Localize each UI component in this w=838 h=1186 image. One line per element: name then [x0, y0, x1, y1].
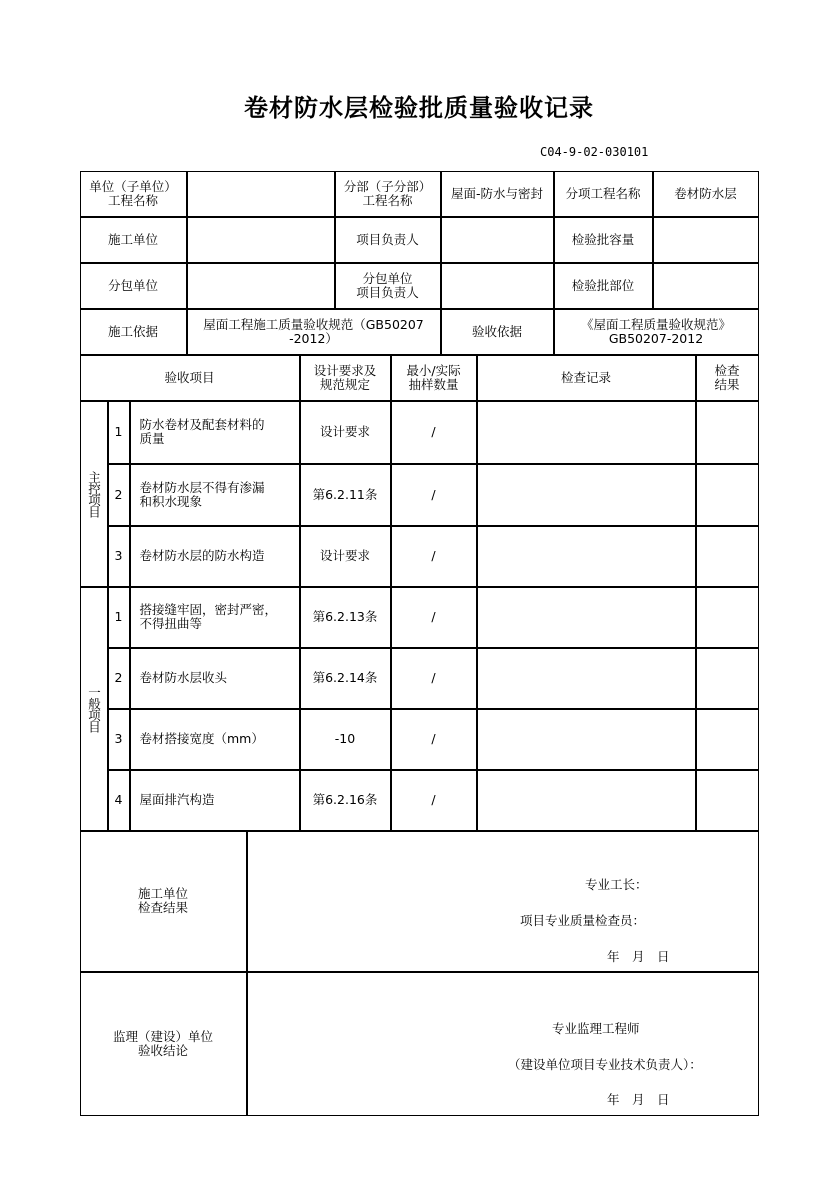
basis-value[interactable]: 屋面工程施工质量验收规范（GB50207 -2012）: [187, 309, 441, 355]
basis-label: 施工依据: [80, 309, 187, 355]
group-label: 一般项目: [80, 587, 108, 831]
row-number: 4: [108, 770, 130, 831]
check-result[interactable]: [696, 709, 759, 770]
header-sample: 最小/实际 抽样数量: [391, 355, 477, 401]
supervisor-check-label: 监理（建设）单位 验收结论: [80, 972, 247, 1116]
row-number: 2: [108, 648, 130, 709]
foreman-label: 专业工长：: [585, 877, 648, 892]
sub-pm-label: 分包单位 项目负责人: [335, 263, 441, 309]
accept-basis-value[interactable]: 《屋面工程质量验收规范》 GB50207-2012: [554, 309, 759, 355]
check-record[interactable]: [477, 587, 696, 648]
check-record[interactable]: [477, 770, 696, 831]
item-description: 卷材搭接宽度（mm）: [130, 709, 300, 770]
check-result[interactable]: [696, 464, 759, 526]
location-label: 检验批部位: [554, 263, 653, 309]
contractor-label: 施工单位: [80, 217, 187, 263]
check-result[interactable]: [696, 770, 759, 831]
sub-pm-value[interactable]: [441, 263, 554, 309]
supervisor-date: 年 月 日: [607, 1092, 670, 1107]
contractor-value[interactable]: [187, 217, 335, 263]
sample-count[interactable]: /: [391, 464, 477, 526]
sample-count[interactable]: /: [391, 648, 477, 709]
row-number: 1: [108, 401, 130, 464]
requirement: 设计要求: [300, 401, 391, 464]
requirement: 第6.2.16条: [300, 770, 391, 831]
check-record[interactable]: [477, 526, 696, 587]
pm-value[interactable]: [441, 217, 554, 263]
inspector-label: 项目专业质量检查员：: [520, 913, 646, 928]
row-number: 1: [108, 587, 130, 648]
owner-label: （建设单位项目专业技术负责人）：: [508, 1057, 702, 1072]
capacity-value[interactable]: [653, 217, 759, 263]
engineer-label: 专业监理工程师: [552, 1021, 640, 1036]
item-description: 屋面排汽构造: [130, 770, 300, 831]
check-record[interactable]: [477, 401, 696, 464]
check-result[interactable]: [696, 648, 759, 709]
subitem-label: 分项工程名称: [554, 171, 653, 217]
sample-count[interactable]: /: [391, 709, 477, 770]
check-record[interactable]: [477, 464, 696, 526]
sample-count[interactable]: /: [391, 770, 477, 831]
requirement: 设计要求: [300, 526, 391, 587]
contractor-date: 年 月 日: [607, 949, 670, 964]
form-code: C04-9-02-030101: [540, 145, 649, 159]
requirement: 第6.2.11条: [300, 464, 391, 526]
sub-label: 分包单位: [80, 263, 187, 309]
item-description: 卷材防水层的防水构造: [130, 526, 300, 587]
unit-value[interactable]: [187, 171, 335, 217]
accept-basis-label: 验收依据: [441, 309, 554, 355]
row-number: 3: [108, 526, 130, 587]
check-record[interactable]: [477, 648, 696, 709]
sample-count[interactable]: /: [391, 526, 477, 587]
item-description: 搭接缝牢固，密封严密， 不得扭曲等: [130, 587, 300, 648]
check-result[interactable]: [696, 401, 759, 464]
header-item: 验收项目: [80, 355, 300, 401]
document-title: 卷材防水层检验批质量验收记录: [244, 94, 594, 122]
supervisor-check-area[interactable]: [247, 972, 759, 1116]
row-number: 3: [108, 709, 130, 770]
requirement: 第6.2.14条: [300, 648, 391, 709]
item-description: 防水卷材及配套材料的 质量: [130, 401, 300, 464]
sample-count[interactable]: /: [391, 587, 477, 648]
subitem-value[interactable]: 卷材防水层: [653, 171, 759, 217]
header-requirement: 设计要求及 规范规定: [300, 355, 391, 401]
requirement: -10: [300, 709, 391, 770]
check-result[interactable]: [696, 526, 759, 587]
group-label: 主控项目: [80, 401, 108, 587]
pm-label: 项目负责人: [335, 217, 441, 263]
check-result[interactable]: [696, 587, 759, 648]
requirement: 第6.2.13条: [300, 587, 391, 648]
item-description: 卷材防水层收头: [130, 648, 300, 709]
item-description: 卷材防水层不得有渗漏 和积水现象: [130, 464, 300, 526]
row-number: 2: [108, 464, 130, 526]
location-value[interactable]: [653, 263, 759, 309]
contractor-check-area[interactable]: [247, 831, 759, 972]
header-record: 检查记录: [477, 355, 696, 401]
capacity-label: 检验批容量: [554, 217, 653, 263]
check-record[interactable]: [477, 709, 696, 770]
unit-label: 单位（子单位） 工程名称: [80, 171, 187, 217]
sample-count[interactable]: /: [391, 401, 477, 464]
sub-value[interactable]: [187, 263, 335, 309]
division-label: 分部（子分部） 工程名称: [335, 171, 441, 217]
contractor-check-label: 施工单位 检查结果: [80, 831, 247, 972]
header-result: 检查 结果: [696, 355, 759, 401]
division-value[interactable]: 屋面-防水与密封: [441, 171, 554, 217]
